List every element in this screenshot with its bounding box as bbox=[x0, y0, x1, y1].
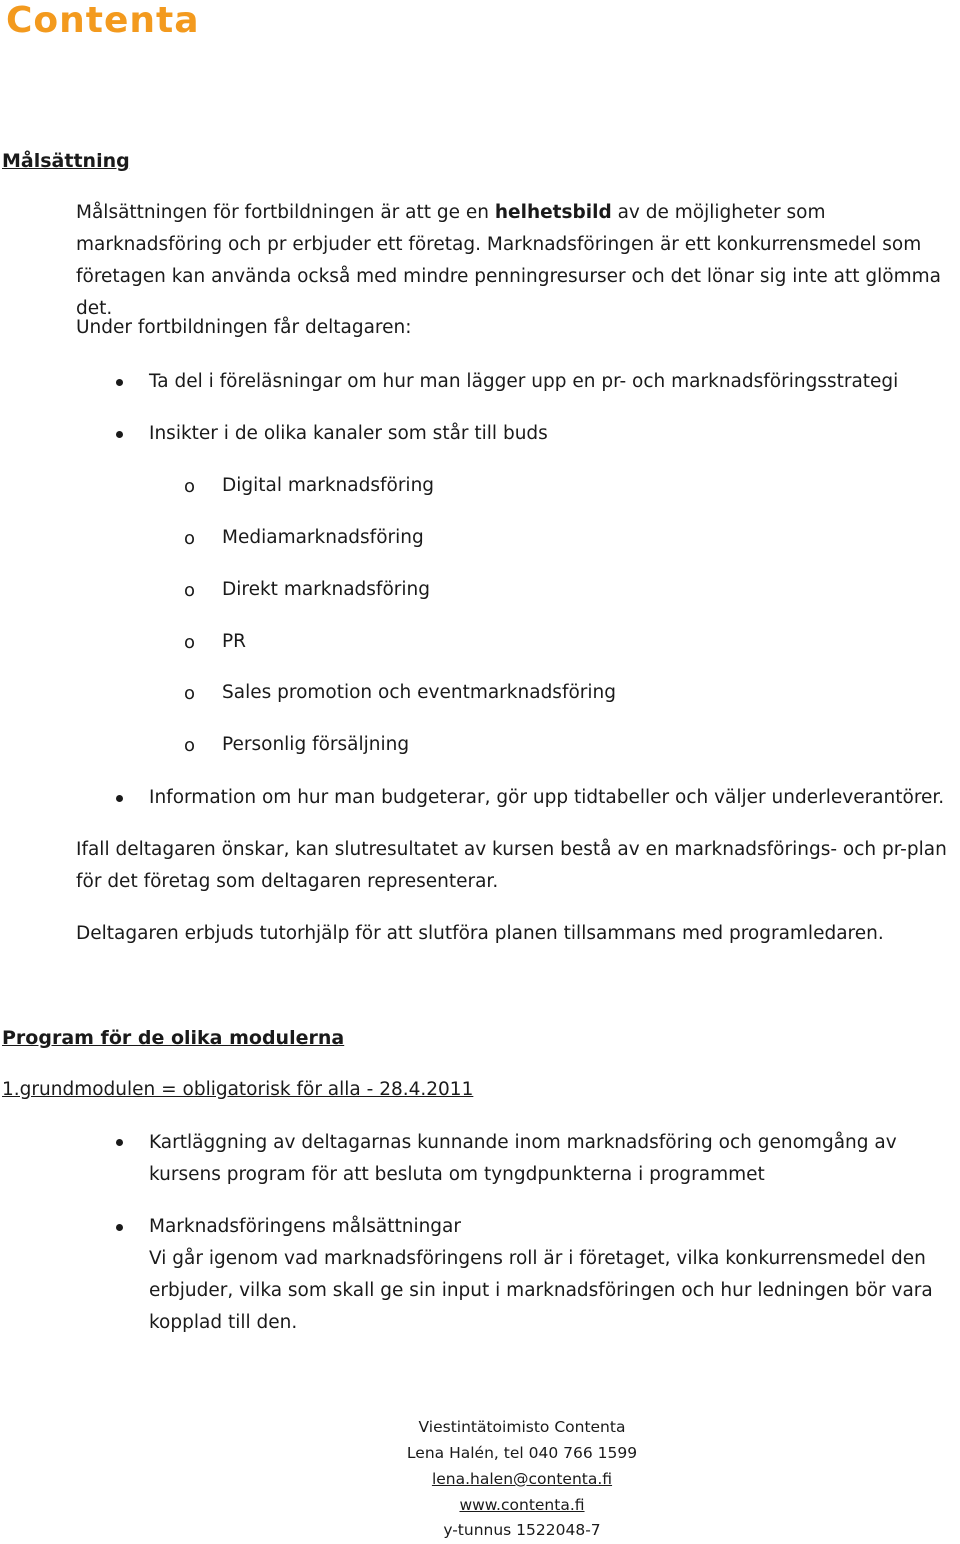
footer-business-id: y-tunnus 1522048-7 bbox=[443, 1521, 601, 1539]
bullet-marker bbox=[116, 379, 123, 386]
intro-text-start: Målsättningen för fortbildningen är att ge en bbox=[76, 202, 495, 223]
paragraph-final-plan: Ifall deltagaren önskar, kan slutresultatet av kursen bestå av en marknadsförings- och pr-plan för det företag som deltagaren representerar. bbox=[76, 839, 947, 892]
logo-text: Contenta bbox=[6, 0, 200, 41]
sub-bullet-marker: o bbox=[184, 476, 196, 497]
sub-bullet-marker: o bbox=[184, 735, 196, 756]
sub-list-item: PR bbox=[222, 631, 247, 652]
bullet-marker bbox=[116, 1139, 123, 1146]
intro-bold-term: helhetsbild bbox=[494, 202, 612, 223]
bullet-marker bbox=[116, 1224, 123, 1231]
sub-list-item: Digital marknadsföring bbox=[222, 475, 435, 496]
footer-org: Viestintätoimisto Contenta bbox=[418, 1418, 626, 1436]
sub-list-item: Mediamarknadsföring bbox=[222, 527, 424, 548]
bullet-item: Insikter i de olika kanaler som står till buds bbox=[149, 423, 548, 444]
footer-email-link[interactable]: lena.halen@contenta.fi bbox=[431, 1470, 613, 1488]
lead-text: Under fortbildningen får deltagaren: bbox=[76, 317, 412, 338]
footer-contact: Lena Halén, tel 040 766 1599 bbox=[406, 1444, 638, 1462]
sub-list-item: Sales promotion och eventmarknadsföring bbox=[222, 682, 616, 703]
contenta-logo bbox=[6, 0, 200, 40]
module-bullet-title: Marknadsföringens målsättningar bbox=[149, 1216, 461, 1237]
module-bullet-body: Vi går igenom vad marknadsföringens roll är i företaget, vilka konkurrensmedel den erbjuder, vilka som skall ge sin input i marknadsföringen och hur ledningen bör vara kopplad till den. bbox=[149, 1248, 933, 1333]
footer-web-link[interactable]: www.contenta.fi bbox=[459, 1496, 585, 1514]
sub-list-item: Direkt marknadsföring bbox=[222, 579, 430, 600]
sub-bullet-marker: o bbox=[184, 632, 196, 653]
section-heading-program: Program för de olika modulerna bbox=[2, 1027, 345, 1049]
sub-list-item: Personlig försäljning bbox=[222, 734, 410, 755]
module-bullet-item: Kartläggning av deltagarnas kunnande inom marknadsföring och genomgång av kursens program för att besluta om tyngdpunkterna i programmet bbox=[149, 1132, 897, 1185]
sub-bullet-marker: o bbox=[184, 683, 196, 704]
intro-text-end: av de möjligheter som marknadsföring och pr erbjuder ett företag. Marknadsföringen är ett konkurrensmedel som företagen kan använda också med mindre penningresurser och det lönar sig inte att glömma det. bbox=[76, 202, 941, 319]
bullet-marker bbox=[116, 795, 123, 802]
bullet-item: Information om hur man budgeterar, gör upp tidtabeller och väljer underleverantörer. bbox=[149, 787, 945, 808]
intro-paragraph bbox=[76, 197, 956, 325]
sub-bullet-marker: o bbox=[184, 528, 196, 549]
paragraph-tutor-help: Deltagaren erbjuds tutorhjälp för att slutföra planen tillsammans med programledaren. bbox=[76, 923, 884, 944]
section-heading-malsattning: Målsättning bbox=[2, 150, 130, 172]
bullet-marker bbox=[116, 431, 123, 438]
bullet-item: Ta del i föreläsningar om hur man lägger upp en pr- och marknadsföringsstrategi bbox=[149, 371, 899, 392]
sub-bullet-marker: o bbox=[184, 580, 196, 601]
module-title: 1.grundmodulen = obligatorisk för alla - 28.4.2011 bbox=[2, 1079, 474, 1100]
